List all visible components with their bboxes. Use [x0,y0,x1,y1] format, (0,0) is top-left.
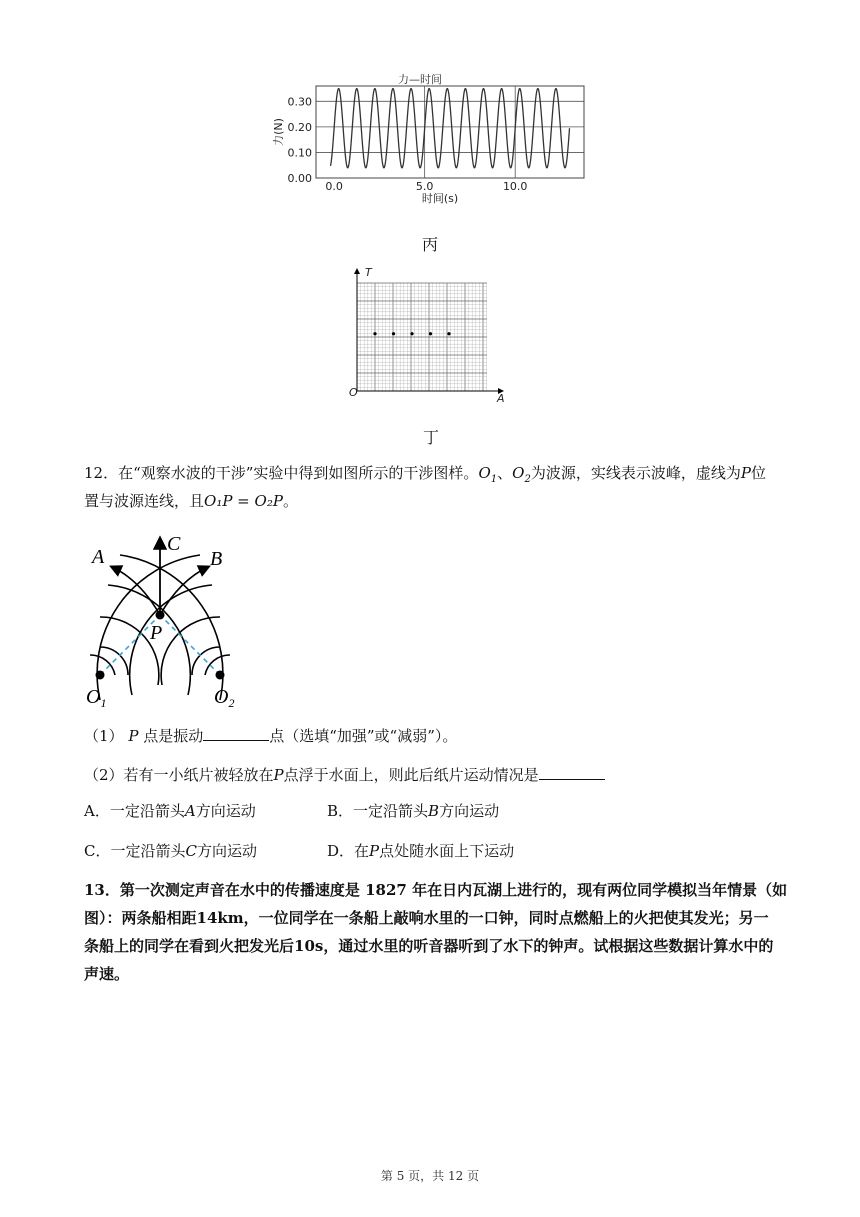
q13-line3: 条船上的同学在看到火把发光后10s，通过水里的听音器听到了水下的钟声。试根据这些数据计算水中的 [84,937,774,955]
label-o1: $O_1$ [86,686,107,710]
label-p: P [150,622,163,644]
q13-line1: 13．第一次测定声音在水中的传播速度是 1827 年在日内瓦湖上进行的，现有两位同学模拟当年情景（如 [84,881,788,899]
point-o1 [96,671,105,680]
q13-line4: 声速。 [84,965,130,983]
data-point [447,332,450,335]
y-tick-label: 0.10 [287,146,312,160]
label-b: B [210,548,223,570]
x-tick-label: 10.0 [502,180,528,193]
figure-caption-bing: 丙 [422,235,439,254]
y-tick-label: 0.20 [287,120,312,134]
q13-line2: 图）：两条船相距14km，一位同学在一条船上敲响水里的一口钟，同时点燃船上的火把使其发光；另一 [84,909,769,927]
point-o2 [216,671,225,680]
answer-blank-2[interactable] [539,763,605,780]
data-point [429,332,432,335]
chart-title: 力—时间 [398,73,442,86]
data-point [373,332,376,335]
interference-diagram [80,525,255,710]
q12-sub1: （1） P 点是振动 点（选填“加强”或“减弱”）。 [84,722,784,750]
y-tick-label: 0.30 [287,95,312,109]
label-a: A [92,546,105,568]
y-axis-label: 力(N) [272,118,285,146]
q12-line2: 置与波源连线，且O₁P = O₂P。 [84,492,298,510]
x-axis-label: 时间(s) [421,192,459,205]
force-series-line [330,89,569,168]
data-point [410,332,413,335]
x-tick-label: 0.0 [325,180,343,193]
label-o2: $O_2$ [214,686,235,710]
option-c[interactable]: C．一定沿箭头C方向运动 [84,842,257,860]
option-a[interactable]: A．一定沿箭头A方向运动 [84,802,256,820]
origin-label: O [349,386,358,399]
t-a-grid-chart [345,265,515,405]
x-tick-label: 5.0 [415,180,434,193]
y-axis-label-t: T [365,266,372,279]
data-point [392,332,395,335]
force-time-chart [270,80,600,210]
option-b[interactable]: B．一定沿箭头B方向运动 [327,802,500,820]
q12-line1: 12．在“观察水波的干涉”实验中得到如图所示的干涉图样。$O_1$、$O_2$为波源，实线表示波峰，虚线为P位 [84,464,766,485]
y-axis-arrow [354,268,360,274]
q12-sub2: （2）若有一小纸片被轻放在P点浮于水面上，则此后纸片运动情况是 [84,761,784,789]
equation: O₁P = O₂P [204,492,283,510]
label-c: C [167,533,181,555]
figure-caption-ding: 丁 [423,428,440,447]
answer-blank-1[interactable] [203,724,269,741]
page-footer: 第 5 页，共 12 页 [380,1169,480,1183]
point-p [156,611,165,620]
x-axis-label-a: A [497,392,505,405]
y-tick-label: 0.00 [287,172,312,185]
option-d[interactable]: D．在P点处随水面上下运动 [327,842,515,860]
